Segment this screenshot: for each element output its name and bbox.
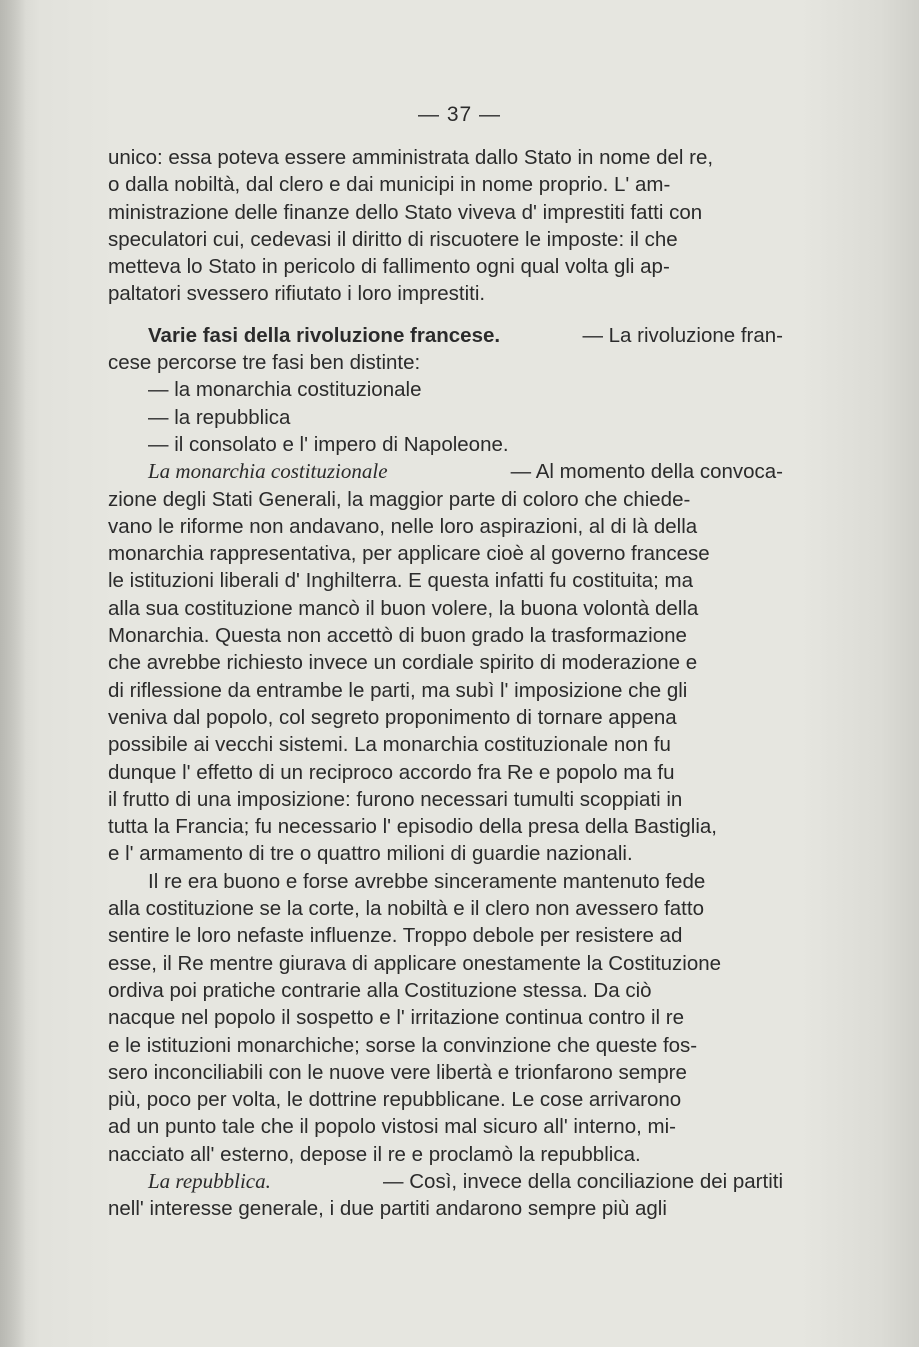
text-line: speculatori cui, cedevasi il diritto di riscuotere le imposte: il che: [108, 227, 678, 251]
text-line: esse, il Re mentre giurava di applicare onestamente la Costituzione: [108, 951, 722, 975]
subsection-heading-line: [108, 1168, 783, 1195]
subsection-heading-line: [108, 458, 783, 485]
subsection-title: La repubblica.: [148, 1168, 271, 1193]
text-line: cese percorse tre fasi ben distinte:: [108, 351, 421, 375]
phases-list: [108, 376, 783, 458]
text-line: Monarchia. Questa non accettò di buon grado la trasformazione: [108, 624, 687, 648]
list-item: — la repubblica: [148, 405, 291, 429]
text-line: o dalla nobiltà, dal clero e dai municipi in nome proprio. L' am-: [108, 173, 671, 197]
text-line: e l' armamento di tre o quattro milioni di guardie nazionali.: [108, 842, 633, 866]
paragraph-3: [108, 868, 783, 1168]
text-line: nacciato all' esterno, depose il re e proclamò la repubblica.: [108, 1142, 641, 1166]
text-line: vano le riforme non andavano, nelle loro aspirazioni, al di là della: [108, 514, 698, 538]
text-line: sero inconciliabili con le nuove vere libertà e trionfarono sempre: [108, 1060, 687, 1084]
text-line: alla costituzione se la corte, la nobiltà e il clero non avessero fatto: [108, 897, 704, 921]
page-edge-shadow: [0, 0, 26, 1347]
list-item: — il consolato e l' impero di Napoleone.: [148, 432, 509, 456]
page-number: — 37 —: [417, 103, 502, 126]
text-line: Il re era buono e forse avrebbe sinceramente mantenuto fede: [148, 869, 706, 893]
text-line: sentire le loro nefaste influenze. Troppo debole per resistere ad: [108, 924, 683, 948]
paragraph-1: [108, 144, 783, 308]
text-line: nell' interesse generale, i due partiti andarono sempre più agli: [108, 1197, 667, 1221]
text-line: ad un punto tale che il popolo vistosi mal sicuro all' interno, mi-: [108, 1115, 676, 1139]
text-line: e le istituzioni monarchiche; sorse la convinzione che queste fos-: [108, 1033, 698, 1057]
text-line: metteva lo Stato in pericolo di fallimento ogni qual volta gli ap-: [108, 255, 670, 279]
subsection-intro: — Così, invece della conciliazione dei partiti: [383, 1169, 783, 1193]
text-line: ministrazione delle finanze dello Stato viveva d' imprestiti fatti con: [108, 200, 703, 224]
section-intro: — La rivoluzione fran-: [582, 323, 783, 347]
subsection-intro: — Al momento della convoca-: [510, 460, 783, 484]
text-line: alla sua costituzione mancò il buon volere, la buona volontà della: [108, 596, 699, 620]
list-item: — la monarchia costituzionale: [148, 378, 422, 402]
text-line: nacque nel popolo il sospetto e l' irritazione continua contro il re: [108, 1006, 684, 1030]
text-line: zione degli Stati Generali, la maggior parte di coloro che chiede-: [108, 487, 691, 511]
text-line: tutta la Francia; fu necessario l' episodio della presa della Bastiglia,: [108, 815, 718, 839]
paragraph-4: [108, 1195, 783, 1222]
text-line: le istituzioni liberali d' Inghilterra. E questa infatti fu costituita; ma: [108, 569, 694, 593]
text-line: ordiva poi pratiche contrarie alla Costituzione stessa. Da ciò: [108, 978, 652, 1002]
text-line: che avrebbe richiesto invece un cordiale spirito di moderazione e: [108, 651, 698, 675]
text-line: unico: essa poteva essere amministrata dallo Stato in nome del re,: [108, 146, 714, 169]
text-line: monarchia rappresentativa, per applicare cioè al governo francese: [108, 542, 710, 566]
paragraph-gap: [108, 308, 783, 322]
paragraph-2: [108, 486, 783, 868]
text-line: veniva dal popolo, col segreto proponimento di tornare appena: [108, 705, 677, 729]
page-text: [108, 100, 783, 1223]
text-line: di riflessione da entrambe le parti, ma subì l' imposizione che gli: [108, 678, 688, 702]
text-line: il frutto di una imposizione: furono necessari tumulti scoppiati in: [108, 787, 683, 811]
section-heading: Varie fasi della rivoluzione francese.: [148, 323, 501, 347]
text-line: possibile ai vecchi sistemi. La monarchia costituzionale non fu: [108, 733, 671, 757]
text-line: paltatori svessero rifiutato i loro imprestiti.: [108, 282, 486, 306]
subsection-title: La monarchia costituzionale: [148, 459, 388, 484]
text-line: più, poco per volta, le dottrine repubblicane. Le cose arrivarono: [108, 1088, 682, 1112]
text-line: dunque l' effetto di un reciproco accordo fra Re e popolo ma fu: [108, 760, 675, 784]
section-heading-line: [108, 322, 783, 349]
